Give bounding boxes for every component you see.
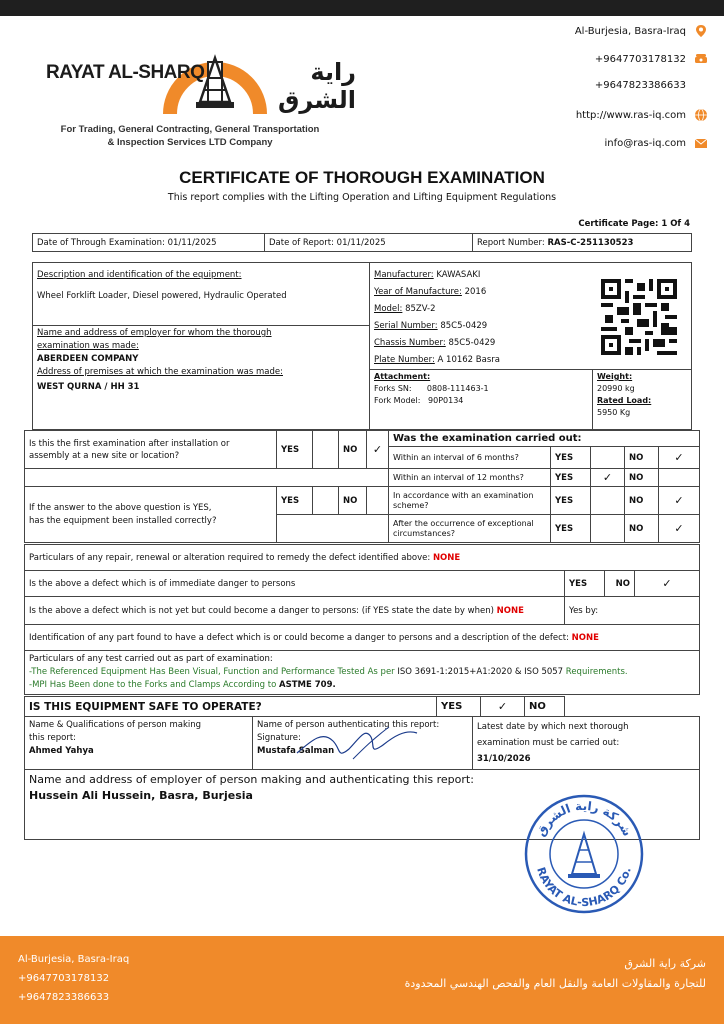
interval12-yes-check: ✓ (591, 469, 625, 487)
examination-table: Is this the first examination after installation or assembly at a new site or location? YES NO ✓ Was the examination carried out: Within an interval of 6 months? YES NO ✓ Within an interval of 12 months? YES ✓ NO If the answer to the above question is YES, has the equipment been installed correctly? YES NO In accordance with an examination scheme? YES NO ✓ After the occurrence of exceptional circumstances? YES NO ✓ (24, 430, 700, 543)
certificate-page: Certificate Page: 1 Of 4 (578, 219, 690, 229)
footer-contacts: Al-Burjesia, Basra-Iraq +9647703178132 +9647823386633 (18, 954, 130, 1003)
employer-label: Name and address of employer for whom the thorough (37, 328, 272, 338)
footer-arabic-name: شركة راية الشرق للتجارة والمقاولات العامة والنقل العام والفحص الهندسي المحدودة (404, 957, 706, 990)
employer-of-maker: Name and address of employer of person making and authenticating this report: Hussein Ali Hussein, Basra, Burjesia (25, 770, 700, 840)
part-defect-row: Identification of any part found to have a defect which is or could become a danger to persons and a description of the defect: NONE (25, 625, 700, 651)
safe-yes-check: ✓ (481, 697, 525, 717)
report-date: Date of Report: 01/11/2025 (265, 234, 473, 252)
qr-code-icon (601, 279, 677, 355)
first-exam-no-check: ✓ (367, 431, 389, 469)
exceptional-no-check: ✓ (659, 515, 700, 543)
weight-label: Weight: (597, 372, 633, 381)
svg-text:شركة راية الشرق: شركة راية الشرق (533, 798, 635, 839)
report-authenticator: Name of person authenticating this report: Signature: Mustafa Salman (253, 717, 473, 770)
weight-value: 20990 kg (597, 384, 635, 393)
interval6-no-check: ✓ (659, 447, 700, 469)
contact-phone-2: +9647823386633 (594, 80, 686, 91)
mail-icon (694, 136, 708, 150)
safe-table: IS THIS EQUIPMENT SAFE TO OPERATE? YES ✓ NO (24, 696, 700, 717)
globe-icon (694, 108, 708, 122)
immediate-no-check: ✓ (635, 571, 700, 597)
company-logo (36, 40, 356, 120)
contact-address: Al-Burjesia, Basra-Iraq (575, 24, 708, 38)
attachment-label: Attachment: (374, 372, 431, 381)
location-icon (694, 24, 708, 38)
rated-load-value: 5950 Kg (597, 408, 631, 417)
future-danger-question: Is the above a defect which is not yet but could become a danger to persons: (if YES state the date by when) NONE (25, 597, 565, 625)
model: Model: 85ZV-2 (374, 304, 436, 314)
manufacturer: Manufacturer: KAWASAKI (374, 270, 481, 280)
signature-scribble (293, 719, 423, 763)
contact-website: http://www.ras-iq.com (576, 108, 708, 122)
carried-out-header: Was the examination carried out: (389, 431, 700, 447)
certificate-title: CERTIFICATE OF THOROUGH EXAMINATION (179, 168, 545, 187)
serial-number: Serial Number: 85C5-0429 (374, 321, 488, 331)
scheme-no-check: ✓ (659, 487, 700, 515)
repair-row: Particulars of any repair, renewal or alteration required to remedy the defect identified above: NONE (25, 545, 700, 571)
top-bar (0, 0, 724, 16)
chassis-number: Chassis Number: 85C5-0429 (374, 338, 496, 348)
company-name-en: RAYAT AL-SHARQ (46, 62, 205, 83)
report-maker: Name & Qualifications of person making this report: Ahmed Yahya (25, 717, 253, 770)
next-exam: Latest date by which next thorough examination must be carried out: 31/10/2026 (473, 717, 700, 770)
dates-table (32, 233, 692, 252)
desc-label: Description and identification of the equipment: (37, 270, 242, 280)
fork-model: Fork Model: 90P0134 (374, 396, 464, 405)
company-tagline: For Trading, General Contracting, General Transportation & Inspection Services LTD Company (60, 124, 320, 148)
installed-question: If the answer to the above question is YES, has the equipment been installed correctly? (25, 487, 277, 543)
svg-text:RAYAT AL-SHARQ Co.: RAYAT AL-SHARQ Co. (534, 865, 634, 910)
forks-sn: Forks SN: 0808-111463-1 (374, 384, 489, 393)
plate-number: Plate Number: A 10162 Basra (374, 355, 500, 365)
safe-question: IS THIS EQUIPMENT SAFE TO OPERATE? (25, 697, 437, 717)
contact-phone-1: +9647703178132 (595, 52, 708, 66)
certificate-subtitle: This report complies with the Lifting Operation and Lifting Equipment Regulations (167, 192, 557, 203)
year-of-manufacture: Year of Manufacture: 2016 (374, 287, 487, 297)
equipment-section: Description and identification of the equipment: Wheel Forklift Loader, Diesel powered, Hydraulic Operated Name and address of employer for whom the thorough examination was made: ABERDEEN COMPANY Address of premises at which the examination was made: WEST QURNA / HH 31 Manufacturer: KAWASAKI Year of Manufacture: 2016 Model: 85ZV-2 Serial Number: 85C5-0429 Chassis Number: 85C5-0429 Plate Number: A 10162 Basra Attachment: Forks SN: 0808-111463-1 Fork Model: 90P0134 Weight: 20990 kg Rated Load: 5950 Kg (32, 262, 692, 430)
first-exam-question: Is this the first examination after installation or assembly at a new site or location? (25, 431, 277, 469)
employer-value: ABERDEEN COMPANY (37, 354, 139, 364)
contact-email: info@ras-iq.com (605, 136, 708, 150)
defects-table: Particulars of any repair, renewal or alteration required to remedy the defect identified above: NONE Is the above a defect which is of immediate danger to persons YES NO ✓ Is the above a defect which is not yet but could become a danger to persons: (if YES state the date by when) NONE Yes by: Identification of any part found to have a defect which is or could become a danger to persons and a description of the defect: NONE Particulars of any test carried out as part of examination: -The Referenced Equipment Has Been Visual, Function and Performance Tested As per ISO 3691-1:2015+A1:2020 & ISO 5057 Requirements. -MPI Has Been done to the Forks and Clamps According to ASTME 709. (24, 544, 700, 695)
premises-value: WEST QURNA / HH 31 (37, 382, 140, 392)
tests-row: Particulars of any test carried out as part of examination: -The Referenced Equipment Has Been Visual, Function and Performance Tested As per ISO 3691-1:2015+A1:2020 & ISO 5057 Requirements. -MPI Has Been done to the Forks and Clamps According to ASTME 709. (25, 651, 700, 695)
rated-load-label: Rated Load: (597, 396, 652, 405)
premises-label: Address of premises at which the examination was made: (37, 367, 283, 377)
phone-icon (694, 52, 708, 66)
report-number: Report Number: RAS-C-251130523 (473, 234, 692, 252)
immediate-danger-question: Is the above a defect which is of immediate danger to persons (25, 571, 565, 597)
exam-date: Date of Through Examination: 01/11/2025 (33, 234, 265, 252)
desc-value: Wheel Forklift Loader, Diesel powered, Hydraulic Operated (37, 291, 287, 301)
company-name-ar: راية الشرق (277, 58, 356, 114)
company-stamp (522, 792, 646, 916)
yes-by: Yes by: (565, 597, 700, 625)
